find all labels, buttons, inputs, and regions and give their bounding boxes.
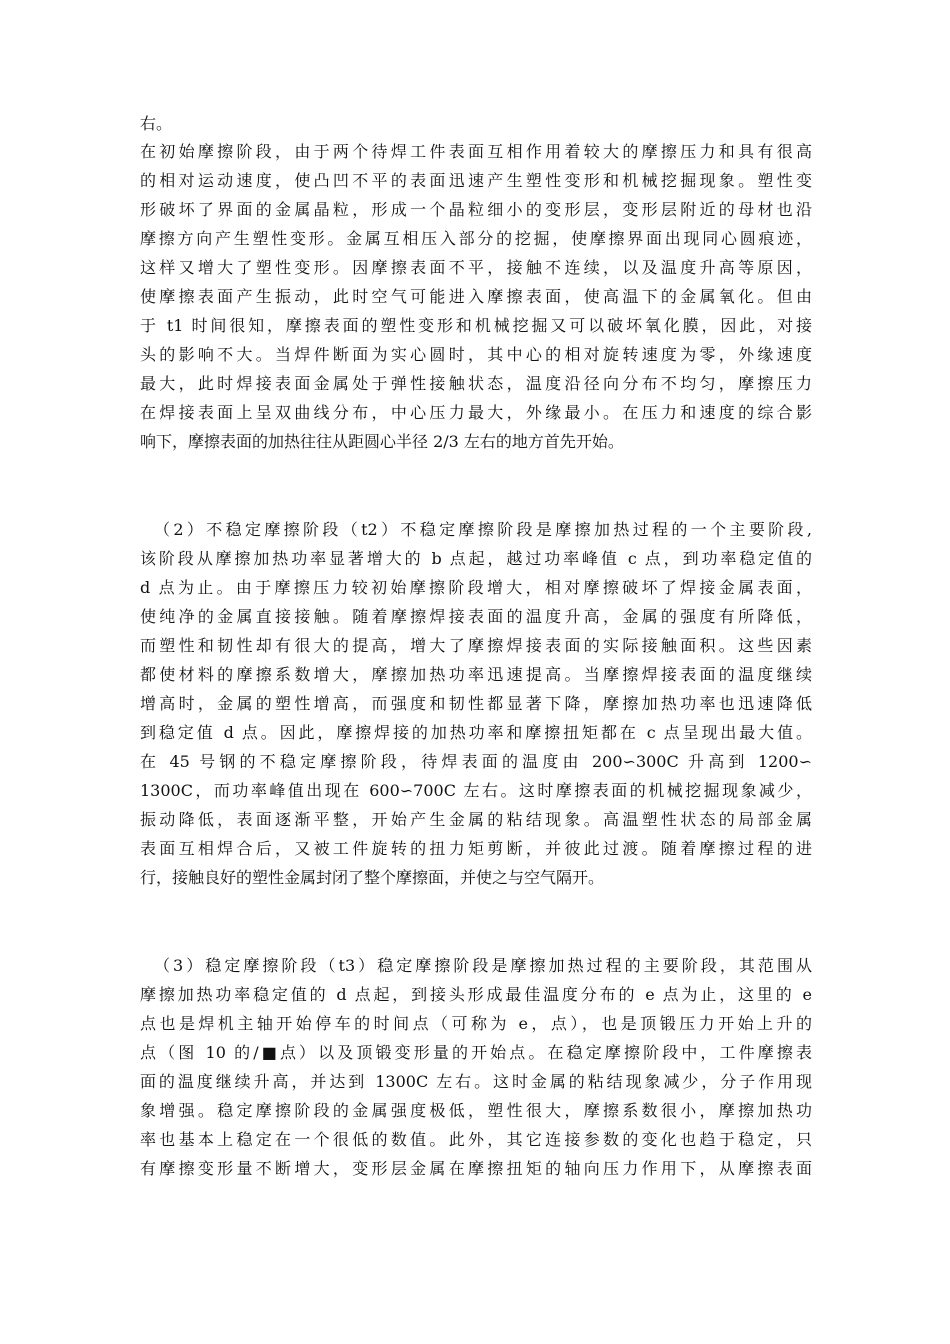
text-line: 率也基本上稳定在一个很低的数值。此外，其它连接参数的变化也趋于稳定，只 <box>140 1130 812 1149</box>
text-line: 头的影响不大。当焊件断面为实心圆时，其中心的相对旋转速度为零，外缘速度 <box>140 345 812 364</box>
text-line: 这样又增大了塑性变形。因摩擦表面不平，接触不连续，以及温度升高等原因， <box>140 258 812 277</box>
text-line: 在 45 号钢的不稳定摩擦阶段，待焊表面的温度由 200∽300C 升高到 1200∽ <box>140 752 812 771</box>
text-line: 于 t1 时间很知，摩擦表面的塑性变形和机械挖掘又可以破坏氧化膜，因此，对接 <box>140 316 812 335</box>
text-line: 的相对运动速度，使凸凹不平的表面迅速产生塑性变形和机械挖掘现象。塑性变 <box>140 171 812 190</box>
text-line: 摩擦加热功率稳定值的 d 点起，到接头形成最佳温度分布的 e 点为止，这里的 e <box>140 985 812 1004</box>
text-line: 1300C，而功率峰值出现在 600∽700C 左右。这时摩擦表面的机械挖掘现象减少， <box>140 781 812 800</box>
text-line: 增高时，金属的塑性增高，而强度和韧性都显著下降，摩擦加热功率也迅速降低 <box>140 694 812 713</box>
text-line: 而塑性和韧性却有很大的提高，增大了摩擦焊接表面的实际接触面积。这些因素 <box>140 636 812 655</box>
text-line: d 点为止。由于摩擦压力较初始摩擦阶段增大，相对摩擦破坏了焊接金属表面， <box>140 578 812 597</box>
text-line: 使摩擦表面产生振动，此时空气可能进入摩擦表面，使高温下的金属氧化。但由 <box>140 287 812 306</box>
text-line: 形破坏了界面的金属晶粒，形成一个晶粒细小的变形层，变形层附近的母材也沿 <box>140 200 812 219</box>
text-line: 该阶段从摩擦加热功率显著增大的 b 点起，越过功率峰值 c 点，到功率稳定值的 <box>140 549 812 568</box>
text-line: 右。 <box>140 114 173 133</box>
text-line: 象增强。稳定摩擦阶段的金属强度极低，塑性很大，摩擦系数很小，摩擦加热功 <box>140 1101 812 1120</box>
text-line: 振动降低，表面逐渐平整，开始产生金属的粘结现象。高温塑性状态的局部金属 <box>140 810 812 829</box>
text-line: 到稳定值 d 点。因此，摩擦焊接的加热功率和摩擦扭矩都在 c 点呈现出最大值。 <box>140 723 812 742</box>
text-line: 响下，摩擦表面的加热往往从距圆心半径 2/3 左右的地方首先开始。 <box>140 432 624 451</box>
text-line: 都使材料的摩擦系数增大，摩擦加热功率迅速提高。当摩擦焊接表面的温度继续 <box>140 665 812 684</box>
text-line: 面的温度继续升高，并达到 1300C 左右。这时金属的粘结现象减少，分子作用现 <box>140 1072 812 1091</box>
paragraph-2-first-line: （2）不稳定摩擦阶段（t2）不稳定摩擦阶段是摩擦加热过程的一个主要阶段, <box>154 520 812 539</box>
text-line: 最大，此时焊接表面金属处于弹性接触状态，温度沿径向分布不均匀，摩擦压力 <box>140 374 812 393</box>
text-line: 点也是焊机主轴开始停车的时间点（可称为 e，点），也是顶锻压力开始上升的 <box>140 1014 812 1033</box>
text-line: 表面互相焊合后，又被工件旋转的扭力矩剪断，并彼此过渡。随着摩擦过程的进 <box>140 839 812 858</box>
text-line: 在焊接表面上呈双曲线分布，中心压力最大，外缘最小。在压力和速度的综合影 <box>140 403 812 422</box>
text-line: 行，接触良好的塑性金属封闭了整个摩擦面，并使之与空气隔开。 <box>140 868 605 887</box>
paragraph-3-first-line: （3）稳定摩擦阶段（t3）稳定摩擦阶段是摩擦加热过程的主要阶段，其范围从 <box>154 956 812 975</box>
text-line: 点（图 10 的/■点）以及顶锻变形量的开始点。在稳定摩擦阶段中，工件摩擦表 <box>140 1043 812 1062</box>
text-line: 有摩擦变形量不断增大，变形层金属在摩擦扭矩的轴向压力作用下，从摩擦表面 <box>140 1159 812 1178</box>
text-line: 使纯净的金属直接接触。随着摩擦焊接表面的温度升高，金属的强度有所降低， <box>140 607 812 626</box>
text-line: 在初始摩擦阶段，由于两个待焊工件表面互相作用着较大的摩擦压力和具有很高 <box>140 142 812 161</box>
text-line: 摩擦方向产生塑性变形。金属互相压入部分的挖掘，使摩擦界面出现同心圆痕迹， <box>140 229 812 248</box>
